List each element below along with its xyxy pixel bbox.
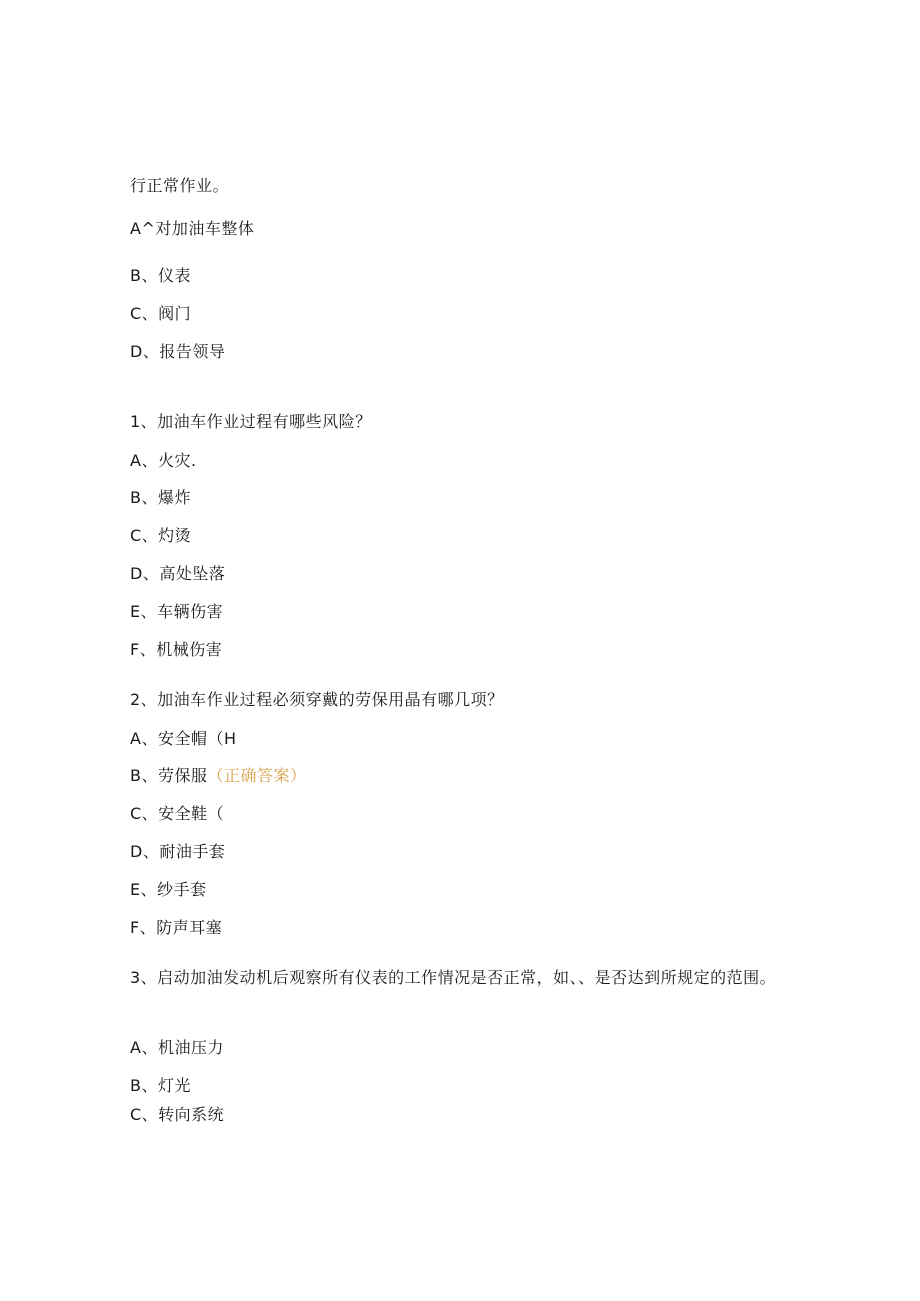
q3-option-a: A、机油压力: [130, 1038, 224, 1057]
correct-answer-mark: （正确答案）: [207, 766, 307, 785]
q2-option-b: B、劳保服: [130, 766, 208, 785]
q1-option-a: A、火灾.: [130, 451, 197, 470]
question-3: 3、启动加油发动机后观察所有仪表的工作情况是否正常，如、、是否达到所规定的范围。: [130, 968, 777, 987]
q2-option-f: F、防声耳塞: [130, 918, 223, 937]
q2-option-d: D、耐油手套: [130, 842, 226, 861]
q1-option-d: D、高处坠落: [130, 564, 226, 583]
q1-option-b: B、爆炸: [130, 488, 191, 507]
question-2: 2、加油车作业过程必须穿戴的劳保用晶有哪几项？: [130, 690, 504, 709]
intro-option-c: C、阀门: [130, 304, 192, 323]
q3-option-c: C、转向系统: [130, 1105, 225, 1124]
q3-option-b: B、灯光: [130, 1076, 191, 1095]
continuation-text: 行正常作业。: [130, 176, 230, 195]
q2-option-a: A、安全帽（H: [130, 729, 237, 748]
intro-option-a: A^对加油车整体: [130, 219, 255, 238]
q2-option-e: E、纱手套: [130, 880, 207, 899]
intro-option-d: D、报告领导: [130, 342, 226, 361]
q1-option-f: F、机械伤害: [130, 640, 223, 659]
intro-option-b: B、仪表: [130, 266, 191, 285]
question-1: 1、加油车作业过程有哪些风险？: [130, 412, 372, 431]
q2-option-b-row: [130, 766, 307, 786]
q2-option-c: C、安全鞋（: [130, 804, 225, 823]
q1-option-c: C、灼烫: [130, 526, 192, 545]
q1-option-e: E、车辆伤害: [130, 602, 224, 621]
